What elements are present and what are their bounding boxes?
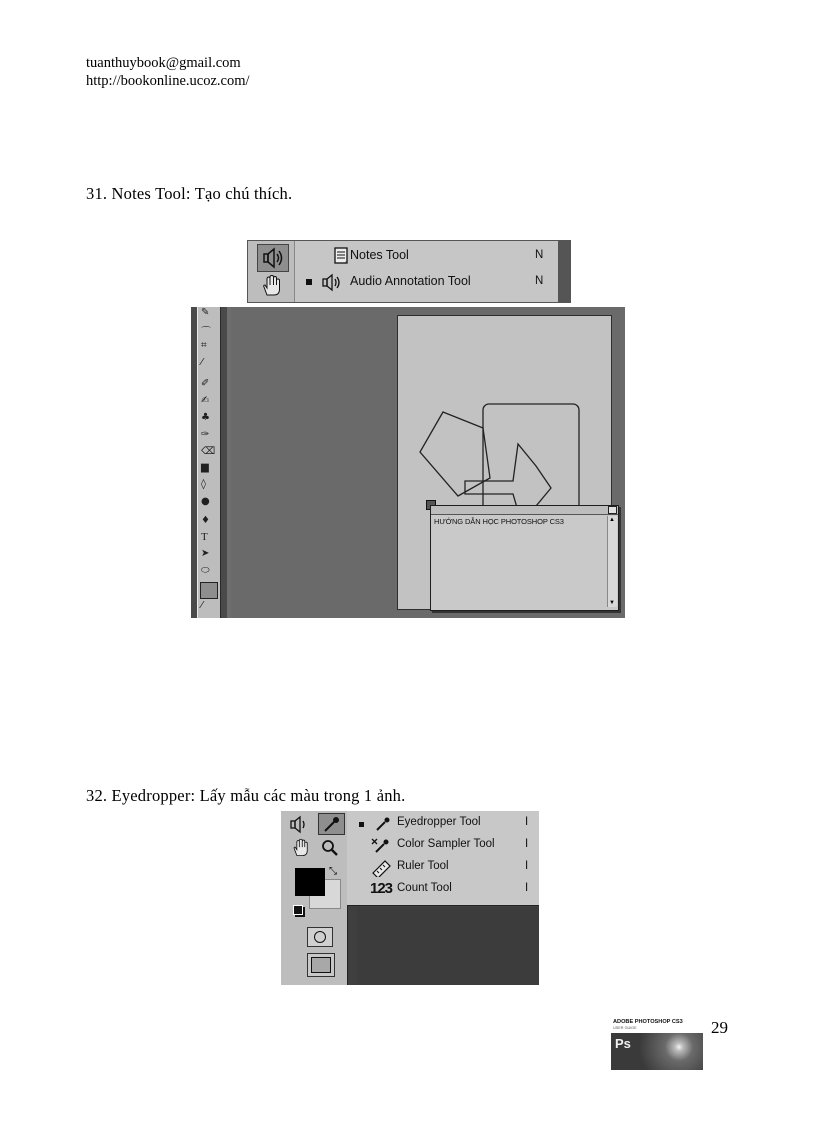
note-text[interactable]: HƯỚNG DẪN HỌC PHOTOSHOP CS3 [434,517,564,526]
scroll-down-icon[interactable]: ▼ [609,600,615,606]
history-brush-icon[interactable]: ✑ [201,429,210,440]
menu-item-eyedropper-tool[interactable] [347,813,539,835]
menu-item-label: Ruler Tool [397,860,449,872]
eraser-icon[interactable]: ⌫ [201,446,216,457]
speaker-icon[interactable] [289,814,315,834]
menu-item-label: Notes Tool [350,248,409,262]
menu-item-notes-tool[interactable] [295,243,557,269]
eyedropper-icon [319,814,344,834]
eyedropper-icon [374,815,392,833]
menu-item-shortcut: I [525,882,529,894]
section-31-heading: 31. Notes Tool: Tạo chú thích. [86,184,293,203]
note-titlebar[interactable] [431,506,618,515]
scroll-up-icon[interactable]: ▲ [609,517,615,523]
swap-colors-icon[interactable]: ⤡ [329,866,337,877]
pen-tool-icon[interactable]: ✎ [201,307,210,318]
menu-scrollbar [558,241,570,302]
hand-icon[interactable] [260,274,284,298]
note-popup[interactable] [430,505,619,611]
photoshop-cs3-badge [611,1017,703,1070]
menu-item-shortcut: I [525,816,529,828]
hand-icon[interactable] [291,838,311,858]
menu-item-count-tool[interactable] [347,879,539,901]
crop-icon[interactable]: ⌗ [201,340,207,351]
audio-annotation-tool-button[interactable] [257,244,289,272]
count-icon: 123 [370,880,393,897]
eyedropper-menu-screenshot [281,811,539,985]
foreground-color-swatch[interactable] [295,868,325,896]
header-email[interactable]: tuanthuybook@gmail.com [86,55,241,71]
selection-arrow-icon[interactable]: ➤ [201,548,210,559]
notes-tool-menu-screenshot [247,240,571,303]
badge-subtitle: USER GUIDE [613,1026,637,1030]
lasso-icon[interactable]: ⌒ [201,327,211,338]
blur-icon[interactable]: ◊ [201,479,206,490]
menu-item-audio-annotation-tool[interactable] [295,269,557,295]
speaker-icon [258,245,288,271]
notes-tool-active-icon[interactable] [200,582,218,599]
workspace-screenshot [191,307,625,618]
badge-title: ADOBE PHOTOSHOP CS3 [613,1019,683,1025]
menu-item-shortcut: I [525,860,529,872]
dodge-icon[interactable]: ● [201,496,210,507]
shape-icon[interactable]: ⬭ [201,565,210,576]
eyedropper-icon[interactable]: ⁄ [201,600,203,611]
header-url[interactable]: http://bookonline.ucoz.com/ [86,73,250,89]
note-scrollbar[interactable] [607,516,617,607]
menu-item-color-sampler-tool[interactable] [347,835,539,857]
screen-mode-icon [311,957,331,973]
selected-indicator [306,279,312,285]
ps-logo: Ps [615,1036,631,1051]
menu-item-label: Eyedropper Tool [397,816,481,828]
badge-image [611,1033,703,1070]
tools-panel [191,307,227,618]
ruler-icon [371,859,393,877]
stamp-icon[interactable]: ♣ [201,412,210,423]
menu-item-label: Color Sampler Tool [397,838,495,850]
speaker-icon [321,272,347,292]
color-sampler-icon [370,837,392,855]
eyedropper-flyout-menu [347,811,539,906]
tools-panel [281,811,348,985]
menu-item-ruler-tool[interactable] [347,857,539,879]
selected-indicator [359,822,364,827]
quick-mask-icon [314,931,326,943]
brush-icon[interactable]: ✍ [201,395,210,406]
toolbar-strip [248,241,295,302]
note-close-icon[interactable] [608,506,617,514]
slice-icon[interactable]: ⁄ [201,357,203,368]
eyedropper-tool-button[interactable] [318,813,345,835]
page-number: 29 [711,1018,728,1037]
screen-mode-button[interactable] [307,953,335,977]
quick-mask-button[interactable] [307,927,333,947]
healing-brush-icon[interactable]: ✐ [201,378,210,389]
pen-icon[interactable]: ♦ [201,515,210,526]
menu-item-label: Count Tool [397,882,452,894]
menu-item-shortcut: N [535,249,544,261]
note-icon [333,246,351,266]
menu-item-shortcut: I [525,838,529,850]
type-icon[interactable]: T [201,531,208,543]
menu-item-shortcut: N [535,275,544,287]
zoom-icon[interactable] [320,838,340,858]
section-32-heading: 32. Eyedropper: Lấy mẫu các màu trong 1 ảnh. [86,786,406,805]
menu-item-label: Audio Annotation Tool [350,274,471,288]
default-colors-icon[interactable] [293,905,303,915]
dark-workspace [357,907,539,985]
gradient-icon[interactable]: ▆ [201,462,209,473]
